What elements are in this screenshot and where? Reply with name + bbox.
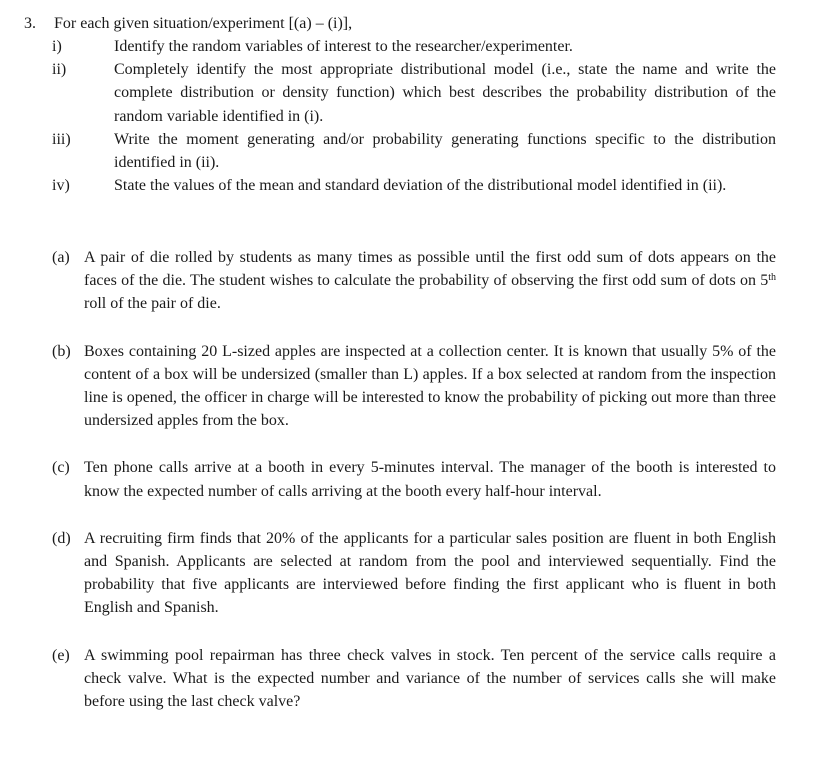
situation-text: A swimming pool repairman has three check valves in stock. Ten percent of the service calls require a check valve. What is the expected number and variance of the number of services calls she will make before using the last check valve? — [84, 646, 776, 711]
instruction-item — [52, 58, 776, 128]
question-intro: For each given situation/experiment [(a) – (i)], — [54, 15, 353, 32]
instruction-item — [52, 128, 776, 174]
instruction-label: iv) — [52, 177, 70, 195]
instruction-label: ii) — [52, 61, 67, 79]
situation-a — [52, 246, 776, 316]
instruction-list — [52, 35, 776, 197]
situation-label: (b) — [52, 342, 71, 360]
instruction-text: Completely identify the most appropriate distributional model (i.e., state the name and write the complete distribution or density function) which best describes the probability distribution of the random variable identified in (i). — [114, 61, 776, 125]
situation-label: (a) — [52, 249, 70, 266]
instruction-text: Identify the random variables of interest to the researcher/experimenter. — [114, 38, 573, 55]
situation-text-before: A pair of die rolled by students as many times as possible until the first odd sum of dots appears on the faces of the die. The student wishes to calculate the probability of observing the first odd sum of dots on 5 — [84, 249, 776, 290]
situation-text-after: roll of the pair of die. — [84, 295, 221, 313]
situation-e — [52, 644, 776, 714]
situation-b — [52, 340, 776, 433]
situation-label: (c) — [52, 459, 70, 477]
ordinal-superscript: th — [768, 272, 776, 284]
instruction-text: Write the moment generating and/or probability generating functions specific to the distribution identified in (ii). — [114, 130, 776, 172]
situation-list — [52, 246, 776, 737]
instruction-item — [52, 174, 776, 197]
instruction-item — [52, 35, 776, 58]
instruction-label: i) — [52, 38, 62, 55]
instruction-text: State the values of the mean and standard deviation of the distributional model identified in (ii). — [114, 177, 727, 195]
situation-text: Ten phone calls arrive at a booth in every 5-minutes interval. The manager of the booth is interested to know the expected number of calls arriving at the booth every half-hour interval. — [84, 459, 776, 500]
situation-c — [52, 456, 776, 502]
instruction-label: iii) — [52, 130, 71, 148]
question-number: 3. — [24, 15, 36, 32]
situation-text: Boxes containing 20 L-sized apples are inspected at a collection center. It is known that usually 5% of the content of a box will be undersized (smaller than L) apples. If a box selected at random from the inspection line is opened, the officer in charge will be interested to know the probability of picking out more than three undersized apples from the box. — [84, 342, 776, 430]
situation-text — [84, 246, 776, 316]
situation-label: (d) — [52, 529, 71, 547]
situation-d — [52, 527, 776, 620]
situation-text: A recruiting firm finds that 20% of the applicants for a particular sales position are fluent in both English and Spanish. Applicants are selected at random from the pool and interviewed sequentially. Find the probability that five applicants are interviewed before finding the first applicant who is fluent in both English and Spanish. — [84, 529, 776, 617]
situation-label: (e) — [52, 646, 70, 664]
